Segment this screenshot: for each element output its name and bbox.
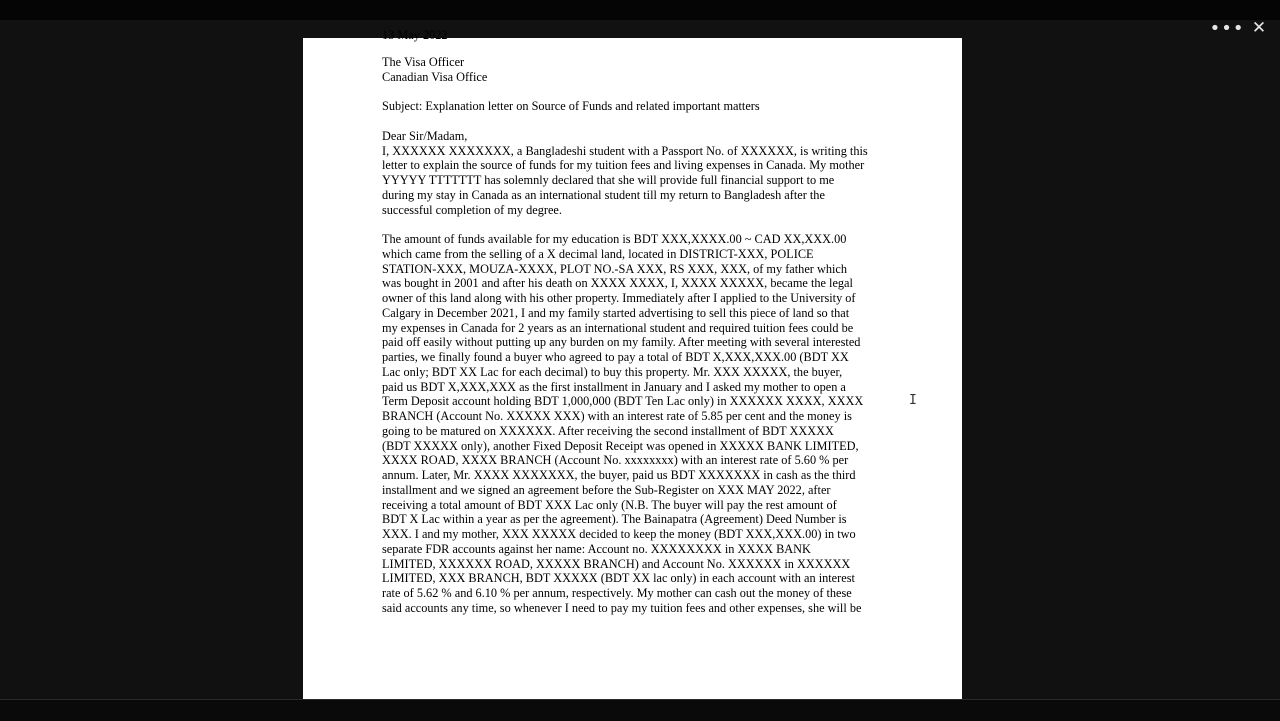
more-options-button[interactable] xyxy=(1209,17,1245,39)
text-line: which came from the selling of a X decimal land, located in DISTRICT-XXX, POLICE xyxy=(382,246,814,261)
viewer-bottom-bar xyxy=(0,699,1280,721)
text-line: paid us BDT X,XXX,XXX as the first installment in January and I asked my mother to open a xyxy=(382,379,846,394)
text-line: LIMITED, XXXXXX ROAD, XXXXX BRANCH) and Account No. XXXXXX in XXXXXX xyxy=(382,556,851,571)
close-button[interactable] xyxy=(1248,17,1270,39)
text-line: (BDT XXXXX only), another Fixed Deposit Receipt was opened in XXXXX BANK LIMITED, xyxy=(382,438,859,453)
viewer-top-bar xyxy=(0,0,1280,20)
text-line: my expenses in Canada for 2 years as an international student and required tuition fees could be xyxy=(382,320,854,335)
text-line: I, XXXXXX XXXXXXX, a Bangladeshi student with a Passport No. of XXXXXX, is writing this xyxy=(382,143,868,158)
text-cursor-icon: I xyxy=(909,393,917,408)
text-line: YYYYY TTTTTTT has solemnly declared that she will provide full financial support to me xyxy=(382,173,835,187)
text-line: Lac only; BDT XX Lac for each decimal) to buy this property. Mr. XXX XXXXX, the buyer, xyxy=(382,364,843,379)
blank-line xyxy=(382,114,892,129)
text-line: STATION-XXX, MOUZA-XXXX, PLOT NO.-SA XXX, RS XXX, XXX, of my father which xyxy=(382,261,848,276)
text-line: going to be matured on XXXXXX. After receiving the second installment of BDT XXXXX xyxy=(382,423,834,438)
text-line: successful completion of my degree. xyxy=(382,202,562,217)
close-icon: ✕ xyxy=(1251,18,1267,38)
text-line: The amount of funds available for my education is BDT XXX,XXXX.00 ~ CAD XX,XXX.00 xyxy=(382,232,847,246)
text-line: said accounts any time, so whenever I need to pay my tuition fees and other expenses, she will be xyxy=(382,600,862,615)
text-line: separate FDR accounts against her name: Account no. XXXXXXXX in XXXX BANK xyxy=(382,541,811,556)
document-page[interactable] xyxy=(303,28,962,699)
greeting-line: Dear Sir/Madam, xyxy=(382,128,468,143)
text-line: paid off easily without putting up any burden on my family. After meeting with several interested xyxy=(382,335,861,350)
text-line: owner of this land along with his other property. Immediately after I applied to the University of xyxy=(382,291,856,305)
text-line: Term Deposit account holding BDT 1,000,000 (BDT Ten Lac only) in XXXXXX XXXX, XXXX xyxy=(382,394,864,409)
text-line: XXX. I and my mother, XXX XXXXX decided to keep the money (BDT XXX,XXX.00) in two xyxy=(382,527,856,541)
recipient-line: Canadian Visa Office xyxy=(382,69,488,84)
date-line: 13 May 2022 xyxy=(382,28,448,42)
paragraph-funds xyxy=(382,232,892,616)
blank-line xyxy=(382,85,892,100)
subject-line: Subject: Explanation letter on Source of Funds and related important matters xyxy=(382,99,760,114)
text-line: Calgary in December 2021, I and my family started advertising to sell this piece of land so that xyxy=(382,305,850,320)
blank-line xyxy=(382,217,892,232)
more-horizontal-icon: ••• xyxy=(1209,17,1245,39)
text-line: letter to explain the source of funds for my tuition fees and living expenses in Canada. My mother xyxy=(382,158,865,173)
letter-body xyxy=(382,55,892,616)
text-line: LIMITED, XXX BRANCH, BDT XXXXX (BDT XX lac only) in each account with an interest xyxy=(382,571,855,586)
text-line: annum. Later, Mr. XXXX XXXXXXX, the buyer, paid us BDT XXXXXXX in cash as the third xyxy=(382,468,856,482)
recipient-line: The Visa Officer xyxy=(382,55,465,69)
text-line: during my stay in Canada as an international student till my return to Bangladesh after the xyxy=(382,187,825,202)
text-line: was bought in 2001 and after his death on XXXX XXXX, I, XXXX XXXXX, became the legal xyxy=(382,276,853,291)
text-line: BRANCH (Account No. XXXXX XXX) with an interest rate of 5.85 per cent and the money is xyxy=(382,409,852,423)
text-line: rate of 5.62 % and 6.10 % per annum, respectively. My mother can cash out the money of these xyxy=(382,586,852,600)
text-line: parties, we finally found a buyer who agreed to pay a total of BDT X,XXX,XXX.00 (BDT XX xyxy=(382,350,849,364)
text-line: XXXX ROAD, XXXX BRANCH (Account No. xxxxxxxx) with an interest rate of 5.60 % per xyxy=(382,453,849,468)
text-line: installment and we signed an agreement before the Sub-Register on XXX MAY 2022, after xyxy=(382,482,831,497)
text-line: BDT X Lac within a year as per the agreement). The Bainapatra (Agreement) Deed Number is xyxy=(382,512,847,527)
paragraph-intro xyxy=(382,144,892,218)
text-line: receiving a total amount of BDT XXX Lac only (N.B. The buyer will pay the rest amount of xyxy=(382,497,837,512)
